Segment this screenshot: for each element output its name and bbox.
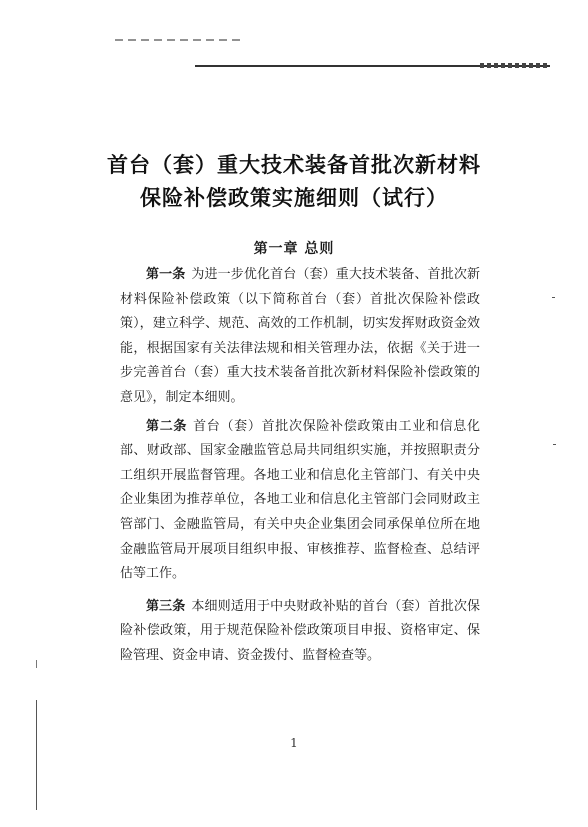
scan-artifact-left-margin [36, 700, 37, 810]
article-1-label: 第一条 [146, 267, 186, 282]
scan-artifact-dot [552, 297, 555, 298]
article-3 [120, 595, 480, 669]
article-2 [120, 415, 480, 587]
document-title-line-2: 保险补偿政策实施细则（试行） [140, 186, 448, 210]
scan-artifact-dot [553, 444, 556, 445]
scan-artifact-top [115, 39, 240, 41]
scan-artifact-header-line [195, 65, 550, 67]
article-1 [120, 263, 480, 411]
chapter-heading: 第一章 总则 [253, 241, 335, 257]
page-number: 1 [290, 736, 298, 750]
document-body [120, 263, 480, 673]
article-2-text: 首台（套）首批次保险补偿政策由工业和信息化部、财政部、国家金融监管总局共同组织实施，并按照职责分工组织开展监督管理。各地工业和信息化主管部门、有关中央企业集团为推荐单位，各地工业和信息化主管部门会同财政主管部门、金融监管局，有关中央企业集团会同承保单位所在地金融监管局开展项目组织申报、审核推荐、监督检查、总结评估等工作。 [120, 418, 480, 582]
article-1-text: 为进一步优化首台（套）重大技术装备、首批次新材料保险补偿政策（以下简称首台（套）首批次保险补偿政策），建立科学、规范、高效的工作机制，切实发挥财政资金效能，根据国家有关法律法规和相关管理办法，依据《关于进一步完善首台（套）重大技术装备首批次新材料保险补偿政策的意见》，制定本细则。 [120, 267, 480, 405]
article-3-label: 第三条 [146, 598, 186, 614]
scan-artifact-left-dash [36, 660, 37, 668]
article-2-label: 第二条 [146, 418, 188, 434]
document-title-line-1: 首台（套）重大技术装备首批次新材料 [107, 153, 481, 177]
article-3-text: 本细则适用于中央财政补贴的首台（套）首批次保险补偿政策，用于规范保险补偿政策项目申报、资格审定、保险管理、资金申请、资金拨付、监督检查等。 [120, 598, 480, 663]
